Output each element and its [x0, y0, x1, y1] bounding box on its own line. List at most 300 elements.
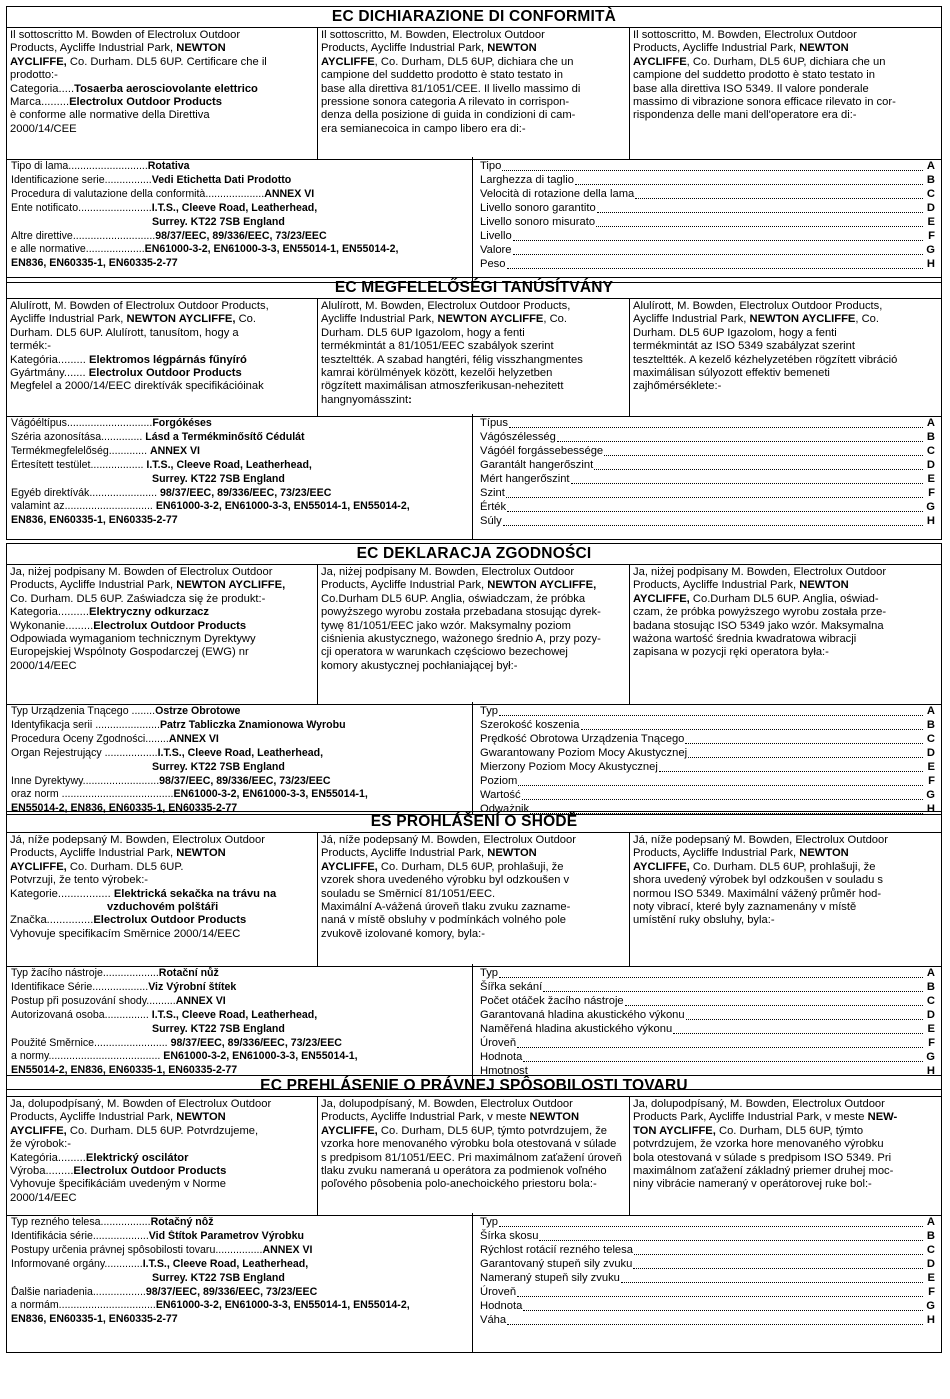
measurement-letter: C — [926, 732, 935, 745]
spec-value: Patrz Tabliczka Znamionowa Wyrobu — [159, 718, 346, 731]
measurement-key — [474, 702, 941, 814]
spec-label: Organ Rejestrujący .................. — [11, 746, 158, 759]
statement-text: potvrdzujem, že vzorka hore menovaného výrobku — [633, 1138, 884, 1151]
statement-line — [10, 354, 314, 367]
measurement-label: Hodnota — [480, 1299, 523, 1312]
statement-text: Products, Aycliffe Industrial Park, — [10, 1111, 177, 1124]
dot-leader — [499, 976, 923, 978]
spec-label: Procedura Oceny Zgodności........ — [11, 732, 169, 745]
statement-line — [633, 861, 937, 874]
statement-line — [10, 888, 314, 901]
spec-row — [11, 1313, 469, 1327]
measurement-row — [480, 1286, 935, 1300]
statement-text: shora uvedený výrobek byl odzkoušen v souladu s — [633, 874, 884, 887]
statement-value: AYCLIFFE, — [321, 1124, 378, 1137]
statement-line — [321, 29, 626, 42]
statement-line — [633, 1165, 937, 1178]
statement-line — [633, 1178, 937, 1191]
vibration-statement — [630, 833, 940, 966]
measurement-letter: A — [926, 1216, 935, 1228]
statement-text: maximálnom zaťažení základný priemer druhej moc- — [633, 1165, 894, 1178]
measurement-row — [480, 473, 935, 487]
spec-value: 98/37/EEC, 89/336/EEC, 73/23/EEC — [170, 1036, 342, 1049]
measurement-letter: H — [926, 1313, 935, 1326]
spec-value: ANNEX VI — [168, 732, 219, 745]
statement-line — [10, 633, 314, 646]
statement-text: base alla direttiva ISO 5349. Il valore ponderale — [633, 82, 869, 95]
statement-text: , Co. Durham, DL5 6UP, dichiara che un — [374, 55, 574, 68]
spec-label: Identifikácia série................... — [11, 1229, 149, 1242]
measurement-label: Naměřená hladina akustického výkonu — [480, 1022, 673, 1035]
section-title: EC DICHIARAZIONE DI CONFORMITÀ — [7, 7, 941, 28]
measurement-label: Mért hangerőszint — [480, 472, 570, 485]
statement-text: Products, Aycliffe Industrial Park, — [633, 579, 800, 592]
spec-value: Surrey. KT22 7SB England — [152, 1271, 285, 1284]
statement-text: Ja, dolupodpísaný, M. Bowden, Electrolux Outdoor — [633, 1098, 885, 1110]
dot-leader — [633, 1267, 923, 1269]
measurement-letter: E — [927, 760, 935, 773]
statement-line — [321, 96, 626, 109]
statement-text: era semianecoica in campo libero era di:- — [321, 122, 526, 135]
statement-line — [321, 1111, 626, 1124]
statement-text: ważona wartość średnia kwadratowa wibracji — [633, 633, 857, 646]
dot-leader — [673, 1032, 923, 1034]
statement-line — [10, 340, 314, 353]
noise-statement — [318, 833, 630, 966]
measurement-letter: C — [926, 444, 935, 457]
statement-line — [633, 340, 937, 353]
spec-row — [11, 188, 469, 202]
statement-text: , Co. — [855, 313, 880, 326]
statement-value: AYCLIFFE, — [633, 860, 690, 873]
statement-line — [633, 834, 937, 847]
statement-text: Co. Durham. DL5 6UP. Certificare che il — [66, 55, 267, 68]
statement-text: Megfelel a 2000/14/EEC direktívák specifikációinak — [10, 380, 264, 393]
statement-value: NEWTON — [799, 579, 849, 592]
measurement-row — [480, 160, 935, 174]
statement-line — [10, 96, 314, 109]
statement-text: zajhőmérséklete:- — [633, 380, 722, 393]
statement-line — [633, 83, 937, 96]
statement-line — [633, 29, 937, 42]
statement-line — [321, 1165, 626, 1178]
dot-leader — [499, 1225, 923, 1227]
measurement-letter: G — [926, 1299, 935, 1312]
measurement-letter: D — [926, 746, 935, 759]
statement-text: campione del suddetto prodotto è stato testato in — [633, 69, 875, 82]
statement-text: , Co. — [543, 313, 568, 326]
measurement-letter: G — [926, 243, 935, 256]
spec-label: Ďalšie nariadenia.................. — [11, 1285, 146, 1298]
statement-line — [321, 340, 626, 353]
measurement-row — [480, 417, 935, 431]
spec-label: Procedura di valutazione della conformità.................... — [11, 187, 265, 200]
statement-text: Products, Aycliffe Industrial Park, v meste — [321, 1111, 530, 1124]
spec-value: Rotační nůž — [158, 967, 219, 979]
statement-text: Značka............... — [10, 914, 94, 927]
statement-value: AYCLIFFE, — [10, 1124, 67, 1137]
measurement-letter: G — [926, 1050, 935, 1063]
spec-value: Surrey. KT22 7SB England — [152, 215, 285, 228]
statement-text: Il sottoscritto, M. Bowden, Electrolux Outdoor — [633, 29, 857, 41]
spec-row — [11, 1009, 469, 1023]
statement-line — [321, 1125, 626, 1138]
statement-value: NEWTON — [799, 847, 849, 860]
spec-value: Vedi Etichetta Dati Prodotto — [151, 173, 292, 186]
measurement-label: Szerokość koszenia — [480, 718, 580, 731]
spec-row — [11, 788, 469, 802]
measurement-letter: D — [926, 1257, 935, 1270]
statement-line — [633, 1098, 937, 1111]
statement-line — [633, 56, 937, 69]
statement-line — [633, 1111, 937, 1124]
statement-value: vzduchovém polštáři — [107, 901, 219, 914]
statement-line — [321, 606, 626, 619]
measurement-letter: A — [926, 160, 935, 172]
measurement-row — [480, 1216, 935, 1230]
statement-line — [10, 300, 314, 313]
statement-line — [633, 620, 937, 633]
statement-text: Marca......... — [10, 96, 70, 109]
noise-statement — [318, 565, 630, 704]
statement-line — [10, 1192, 314, 1205]
measurement-row — [480, 1272, 935, 1286]
statement-line — [321, 566, 626, 579]
statement-line — [321, 367, 626, 380]
measurement-row — [480, 775, 935, 789]
statement-line — [10, 42, 314, 55]
statement-line — [633, 874, 937, 887]
product-statement — [7, 299, 318, 416]
measurement-label: Livello — [480, 229, 512, 242]
dot-leader — [506, 496, 923, 498]
measurement-label: Počet otáček žacího nástroje — [480, 994, 624, 1007]
statement-text: zvukově izolované komory, byla:- — [321, 927, 485, 940]
declaration-section — [6, 6, 942, 283]
measurement-letter: H — [926, 257, 935, 270]
measurement-row — [480, 445, 935, 459]
statement-text: kamrai körülmények között, kezelői helyzetben — [321, 367, 553, 380]
statement-text: Durham. DL5 6UP Igazolom, hogy a fenti — [633, 326, 837, 339]
statement-value: NEWTON — [176, 847, 226, 860]
statement-line — [633, 888, 937, 901]
spec-row — [11, 761, 469, 775]
measurement-letter: A — [926, 705, 935, 717]
statement-text: Já, níže podepsaný M. Bowden, Electrolux Outdoor — [633, 834, 888, 846]
measurement-letter: E — [927, 1022, 935, 1035]
statement-value: : — [408, 393, 412, 406]
statement-columns — [7, 28, 941, 160]
measurement-row — [480, 431, 935, 445]
statement-columns — [7, 565, 941, 705]
measurement-row — [480, 487, 935, 501]
statement-line — [10, 579, 314, 592]
statement-line — [321, 660, 626, 673]
spec-label: a normám................................. — [11, 1299, 156, 1312]
statement-value: Tosaerba aerosciovolante elettrico — [74, 82, 258, 95]
spec-label: e alle normative.................... — [11, 243, 145, 256]
spec-label: Typ Urządzenia Tnącego ........ — [11, 705, 156, 717]
measurement-letter: B — [926, 430, 935, 443]
statement-text: Vyhovuje špecifikáciám uvedeným v Norme — [10, 1178, 226, 1191]
measurement-label: Váha — [480, 1313, 507, 1326]
product-statement — [7, 28, 318, 159]
statement-text: Products, Aycliffe Industrial Park, — [10, 579, 177, 592]
spec-value: 98/37/EEC, 89/336/EEC, 73/23/EEC — [145, 1285, 318, 1298]
spec-row — [11, 1272, 469, 1286]
measurement-label: Mierzony Poziom Mocy Akustycznej — [480, 760, 658, 773]
dot-leader — [604, 454, 923, 456]
statement-text: Co.Durham DL5 6UP. Anglia, oświadczam, że próbka — [321, 592, 586, 605]
statement-line — [633, 1152, 937, 1165]
statement-text: noty vibrací, které byly zaznamenány v místě — [633, 901, 857, 914]
statement-line — [10, 1152, 314, 1165]
measurement-row — [480, 733, 935, 747]
statement-text: Co. Durham, DL5 6UP, prohlašuji, že — [377, 860, 564, 873]
measurement-label: Garantált hangerőszint — [480, 458, 594, 471]
dot-leader — [523, 1309, 923, 1311]
statement-text: zapisana w pozycji ręki operatora była:- — [633, 646, 829, 659]
spec-row — [11, 1216, 469, 1230]
measurement-label: Peso — [480, 257, 506, 270]
statement-text: prodotto:- — [10, 69, 58, 82]
statement-line — [10, 834, 314, 847]
spec-value: I.T.S., Cleeve Road, Leatherhead, — [146, 458, 312, 471]
measurement-letter: D — [926, 1008, 935, 1021]
vibration-statement — [630, 565, 940, 704]
statement-value: NEWTON — [529, 1111, 580, 1124]
spec-label: Identifikace Série................... — [11, 980, 149, 993]
statement-text: s predpisom 81/1051/EEC. Pri maximálnom zaťažení úroveň — [321, 1151, 622, 1164]
spec-value: Surrey. KT22 7SB England — [152, 1022, 285, 1035]
statement-text: powyższego wyrobu została przebadana stosując dyrek- — [321, 606, 601, 619]
measurement-letter: H — [926, 802, 935, 815]
statement-text: Co. Durham. DL5 6UP. — [66, 860, 184, 873]
statement-line — [633, 646, 937, 659]
spec-value: I.T.S., Cleeve Road, Leatherhead, — [157, 746, 324, 759]
measurement-letter: E — [927, 472, 935, 485]
specification-block — [7, 1213, 941, 1352]
noise-statement — [318, 28, 630, 159]
specification-list — [7, 414, 473, 539]
dot-leader — [543, 990, 923, 992]
statement-value: Elektryczny odkurzacz — [88, 606, 209, 619]
statement-text: tlaku zvuku nameraná u operátora za podmienok voľného — [321, 1165, 607, 1178]
spec-value: EN836, EN60335-1, EN60335-2-77 — [11, 1313, 178, 1326]
statement-line — [321, 42, 626, 55]
measurement-letter: B — [926, 980, 935, 993]
spec-value: 98/37/EEC, 89/336/EEC, 73/23/EEC — [155, 229, 327, 242]
section-title: EC PREHLÁSENIE O PRÁVNEJ SPÔSOBILOSTI TOVARU — [7, 1076, 941, 1097]
statement-line — [321, 847, 626, 860]
spec-row — [11, 487, 469, 501]
measurement-row — [480, 244, 935, 258]
statement-text: Categoria..... — [10, 82, 75, 95]
statement-line — [633, 593, 937, 606]
spec-value: EN61000-3-2, EN61000-3-3, EN55014-1, — [173, 788, 368, 801]
measurement-label: Érték — [480, 500, 507, 513]
measurement-label: Hodnota — [480, 1050, 523, 1063]
measurement-key — [474, 157, 941, 282]
statement-value: AYCLIFFE, — [10, 860, 67, 873]
spec-label: Széria azonosítása.............. — [11, 430, 146, 443]
spec-value: Rotačný nôž — [150, 1216, 214, 1228]
spec-row — [11, 445, 469, 459]
measurement-letter: A — [926, 967, 935, 979]
statement-text: Ja, dolupodpísaný, M. Bowden, Electrolux Outdoor — [321, 1098, 573, 1110]
spec-row — [11, 230, 469, 244]
statement-line — [633, 380, 937, 393]
measurement-row — [480, 1230, 935, 1244]
statement-value: Elektrický oscilátor — [85, 1151, 189, 1164]
statement-value: AYCLIFFE, — [633, 592, 690, 605]
statement-text: Products, Aycliffe Industrial Park, — [321, 42, 488, 55]
statement-line — [321, 1152, 626, 1165]
section-title: EC MEGFELELŐSÉGI TANÚSÍTVÁNY — [7, 278, 941, 299]
spec-label: Identificazione serie................ — [11, 173, 152, 186]
specification-list — [7, 157, 473, 282]
specification-block — [7, 964, 941, 1089]
statement-text: ciśnienia akustycznego, ważonego średnio A, przy pozy- — [321, 633, 601, 646]
measurement-letter: F — [928, 1036, 935, 1049]
spec-value: I.T.S., Cleeve Road, Leatherhead, — [142, 1257, 309, 1270]
measurement-label: Šířka sekání — [480, 980, 543, 993]
measurement-row — [480, 202, 935, 216]
dot-leader — [635, 197, 923, 199]
spec-value: Surrey. KT22 7SB England — [152, 760, 285, 773]
statement-text: niny vibrácie nameraný v operátorovej ruke bol:- — [633, 1178, 872, 1191]
dot-leader — [507, 1323, 923, 1325]
dot-leader — [507, 510, 923, 512]
measurement-key — [474, 1213, 941, 1352]
statement-text: Products, Aycliffe Industrial Park, — [10, 847, 177, 860]
measurement-label: Typ — [480, 705, 499, 717]
spec-row — [11, 719, 469, 733]
statement-text: Europejskiej Wspólnoty Gospodarczej (EWG) nr — [10, 646, 249, 659]
dot-leader — [513, 239, 923, 241]
measurement-row — [480, 1258, 935, 1272]
statement-line — [10, 1125, 314, 1138]
statement-text: denza della posizione di guida in condizioni di cam- — [321, 109, 576, 122]
spec-label: Inne Dyrektywy.......................... — [11, 774, 160, 787]
statement-text: massimo di vibrazione sonora efficace rilevato in cor- — [633, 96, 896, 109]
measurement-letter: F — [928, 486, 935, 499]
noise-statement — [318, 299, 630, 416]
statement-text: pressione sonora categoria A rilevato in corrispon- — [321, 96, 570, 109]
statement-line — [321, 928, 626, 941]
spec-row — [11, 1037, 469, 1051]
spec-row — [11, 500, 469, 514]
measurement-letter: B — [926, 718, 935, 731]
statement-text: Kategoria.......... — [10, 606, 89, 619]
spec-row — [11, 995, 469, 1009]
statement-text: tywę 81/1051/EEC jako wzór. Maksymalny poziom — [321, 619, 571, 632]
measurement-letter: C — [926, 1243, 935, 1256]
measurement-letter: E — [927, 215, 935, 228]
statement-text: Kategória......... — [10, 353, 89, 366]
statement-line — [321, 834, 626, 847]
statement-text: Products, Aycliffe Industrial Park, — [321, 847, 488, 860]
dot-leader — [522, 798, 923, 800]
statement-text: cji operatora w warunkach częściowo bezechowej — [321, 646, 568, 659]
statement-text: Durham. DL5 6UP. Alulírott, tanusítom, hogy a — [10, 326, 239, 339]
statement-text: Products, Aycliffe Industrial Park, — [10, 42, 177, 55]
statement-text: Co. Durham, DL5 6UP, týmto potvrdzujem, že — [377, 1124, 608, 1137]
statement-text: Ja, niżej podpisany M. Bowden of Electrolux Outdoor — [10, 566, 273, 578]
statement-line — [10, 1178, 314, 1191]
statement-text: Výroba......... — [10, 1165, 74, 1178]
statement-line — [321, 83, 626, 96]
statement-line — [10, 901, 314, 914]
measurement-row — [480, 981, 935, 995]
measurement-letter: B — [926, 1229, 935, 1242]
statement-line — [633, 914, 937, 927]
statement-line — [633, 354, 937, 367]
statement-value: NEWTON — [487, 847, 537, 860]
statement-line — [321, 633, 626, 646]
statement-line — [321, 69, 626, 82]
measurement-label: Nameraný stupeň sily zvuku — [480, 1271, 620, 1284]
section-title: ES PROHLÁŠENÍ O SHODĚ — [7, 812, 941, 833]
statement-value: NEWTON — [176, 42, 226, 55]
statement-text: hangnyomásszint — [321, 393, 409, 406]
statement-text: campione del suddetto prodotto è stato testato in — [321, 69, 563, 82]
declaration-section — [6, 277, 942, 540]
statement-text: normou ISO 5349. Maximální vážený průměr hod- — [633, 887, 882, 900]
spec-value: EN61000-3-2, EN61000-3-3, EN55014-1, EN55014-2, — [155, 500, 410, 513]
measurement-row — [480, 216, 935, 230]
spec-row — [11, 967, 469, 981]
measurement-row — [480, 1314, 935, 1328]
statement-text: 2000/14/EEC — [10, 1191, 77, 1204]
statement-text: , Co. Durham, DL5 6UP, dichiara che un — [686, 55, 886, 68]
statement-value: NEWTON AYCLIFFE, — [487, 579, 597, 592]
spec-value: ANNEX VI — [175, 994, 226, 1007]
statement-text: Ja, niżej podpisany M. Bowden, Electrolux Outdoor — [633, 566, 887, 578]
dot-leader — [596, 225, 923, 227]
statement-line — [633, 579, 937, 592]
statement-text: Potvrzuji, že tento výrobek:- — [10, 874, 149, 887]
measurement-letter: C — [926, 994, 935, 1007]
spec-row — [11, 1286, 469, 1300]
spec-row — [11, 202, 469, 216]
statement-line — [633, 327, 937, 340]
statement-line — [10, 69, 314, 82]
measurement-letter: F — [928, 774, 935, 787]
statement-text: Co. Durham, DL5 6UP, týmto — [715, 1124, 864, 1137]
statement-line — [10, 593, 314, 606]
spec-value: Lásd a Termékminősítő Cédulát — [145, 430, 305, 443]
statement-line — [10, 1165, 314, 1178]
measurement-label: Garantovaná hladina akustického výkonu — [480, 1008, 685, 1021]
statement-line — [10, 606, 314, 619]
spec-value: EN836, EN60335-1, EN60335-2-77 — [11, 514, 178, 527]
statement-text: Kategória......... — [10, 1151, 86, 1164]
dot-leader — [625, 1004, 923, 1006]
measurement-letter: E — [927, 1271, 935, 1284]
statement-text: Co. Durham. DL5 6UP, prohlašuji, že — [689, 860, 876, 873]
statement-line — [633, 566, 937, 579]
specification-block — [7, 702, 941, 814]
statement-line — [10, 847, 314, 860]
spec-value: Forgókéses — [152, 417, 212, 429]
statement-text: Aycliffe Industrial Park, — [321, 313, 438, 326]
spec-row — [11, 1258, 469, 1272]
specification-list — [7, 1213, 473, 1352]
statement-text: Alulírott, M. Bowden, Electrolux Outdoor Products, — [321, 300, 571, 312]
statement-value: Elektrická sekačka na trávu na — [113, 887, 277, 900]
spec-label: Termékmegfelelőség............. — [11, 444, 150, 457]
